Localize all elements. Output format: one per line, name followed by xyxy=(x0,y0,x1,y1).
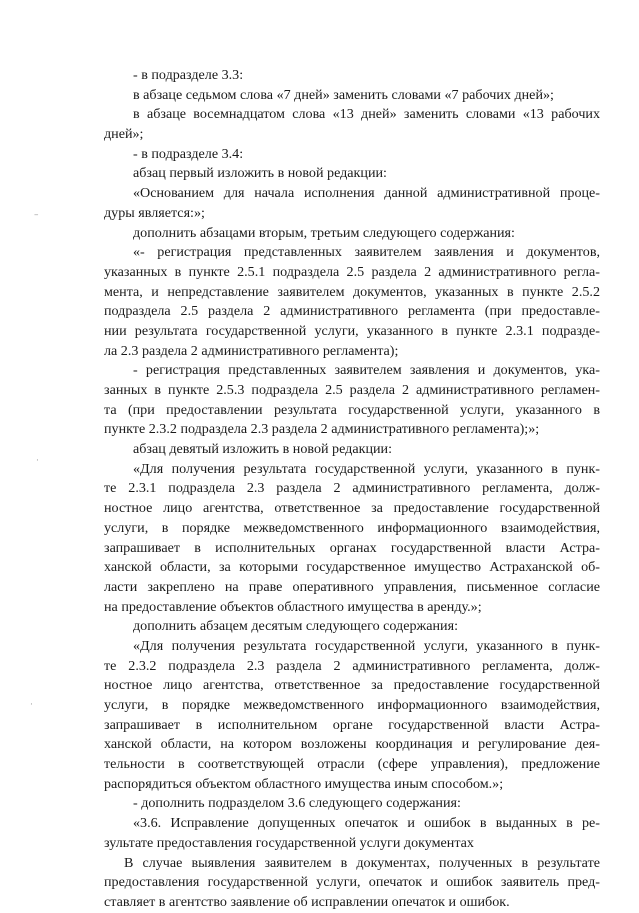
document-line: - регистрация представленных заявителем заявления и документов, ука- xyxy=(133,362,600,379)
document-line: - дополнить подразделом 3.6 следующего содержания: xyxy=(133,795,461,812)
document-line: мента, и непредставление заявителем документов, указанных в пункте 2.5.2 xyxy=(104,283,600,300)
scan-speck: – xyxy=(34,210,39,220)
document-line: «Основанием для начала исполнения данной административной проце- xyxy=(133,185,600,202)
document-line: та (при предоставлении результата государственной услуги, указанного в xyxy=(104,401,600,418)
document-line: В случае выявления заявителем в документах, полученных в результате xyxy=(124,854,600,871)
document-line: предоставления государственной услуги, опечаток и ошибок заявитель пред- xyxy=(104,874,600,891)
document-line: ностное лицо агентства, ответственное за предоставление государственной xyxy=(104,500,600,517)
document-line: нии результата государственной услуги, указанного в пункте 2.3.1 подразде- xyxy=(104,322,600,339)
document-line: абзац девятый изложить в новой редакции: xyxy=(133,441,392,458)
document-line: - в подразделе 3.3: xyxy=(133,67,244,83)
document-line: «3.6. Исправление допущенных опечаток и ошибок в выданных в ре- xyxy=(133,815,600,832)
document-line: дополнить абзацами вторым, третьим следующего содержания: xyxy=(133,224,515,241)
document-line: дней»; xyxy=(104,126,144,143)
document-line: ностное лицо агентства, ответственное за предоставление государственной xyxy=(104,677,600,694)
document-line: абзац первый изложить в новой редакции: xyxy=(133,165,387,182)
document-line: ханской области, за которыми государственное имущество Астраханской об- xyxy=(104,559,600,576)
document-line: занных в пункте 2.5.3 подраздела 2.5 раздела 2 административного регламен- xyxy=(104,382,600,398)
document-line: «- регистрация представленных заявителем заявления и документов, xyxy=(133,244,600,261)
document-line: «Для получения результата государственной услуги, указанного в пунк- xyxy=(133,637,600,654)
document-line: ла 2.3 раздела 2 административного регламента); xyxy=(104,342,399,359)
scan-speck: · xyxy=(30,700,33,710)
document-line: указанных в пункте 2.5.1 подраздела 2.5 раздела 2 административного регла- xyxy=(104,263,600,280)
document-line: те 2.3.1 подраздела 2.3 раздела 2 административного регламента, долж- xyxy=(104,480,600,497)
document-line: ласти закреплено на праве оперативного управления, письменное согласие xyxy=(104,578,600,595)
document-line: в абзаце восемнадцатом слова «13 дней» заменить словами «13 рабочих xyxy=(133,106,600,123)
document-line: пункте 2.3.2 подраздела 2.3 раздела 2 административного регламента);»; xyxy=(104,421,540,438)
document-line: запрашивает в исполнительных органах государственной власти Астра- xyxy=(104,539,600,556)
document-line: услуги, в порядке межведомственного информационного взаимодействия, xyxy=(104,519,600,536)
document-line: запрашивает в исполнительном органе государственной власти Астра- xyxy=(104,716,600,733)
document-line: распорядиться объектом областного имущества иным способом.»; xyxy=(104,775,504,792)
document-line: зультате предоставления государственной услуги документах xyxy=(104,834,474,851)
document-line: «Для получения результата государственной услуги, указанного в пунк- xyxy=(133,460,600,477)
document-line: на предоставление объектов областного имущества в аренду.»; xyxy=(104,598,482,615)
document-line: в абзаце седьмом слова «7 дней» заменить словами «7 рабочих дней»; xyxy=(133,86,554,103)
document-body xyxy=(104,66,600,913)
document-line: ханской области, на котором возложены координация и регулирование дея- xyxy=(104,736,600,753)
document-line: услуги, в порядке межведомственного информационного взаимодействия, xyxy=(104,697,600,713)
document-line: подраздела 2.5 раздела 2 административного регламента (при предоставле- xyxy=(104,303,600,320)
document-line: ставляет в агентство заявление об исправлении опечаток и ошибок. xyxy=(104,893,510,910)
scan-speck: · xyxy=(36,456,39,466)
document-line: - в подразделе 3.4: xyxy=(133,145,244,162)
document-line: дополнить абзацем десятым следующего содержания: xyxy=(133,618,458,635)
document-line: те 2.3.2 подраздела 2.3 раздела 2 административного регламента, долж- xyxy=(104,657,600,674)
document-line: дуры является:»; xyxy=(104,204,205,221)
document-line: тельности в соответствующей отрасли (сфере управления), предложение xyxy=(104,756,600,773)
